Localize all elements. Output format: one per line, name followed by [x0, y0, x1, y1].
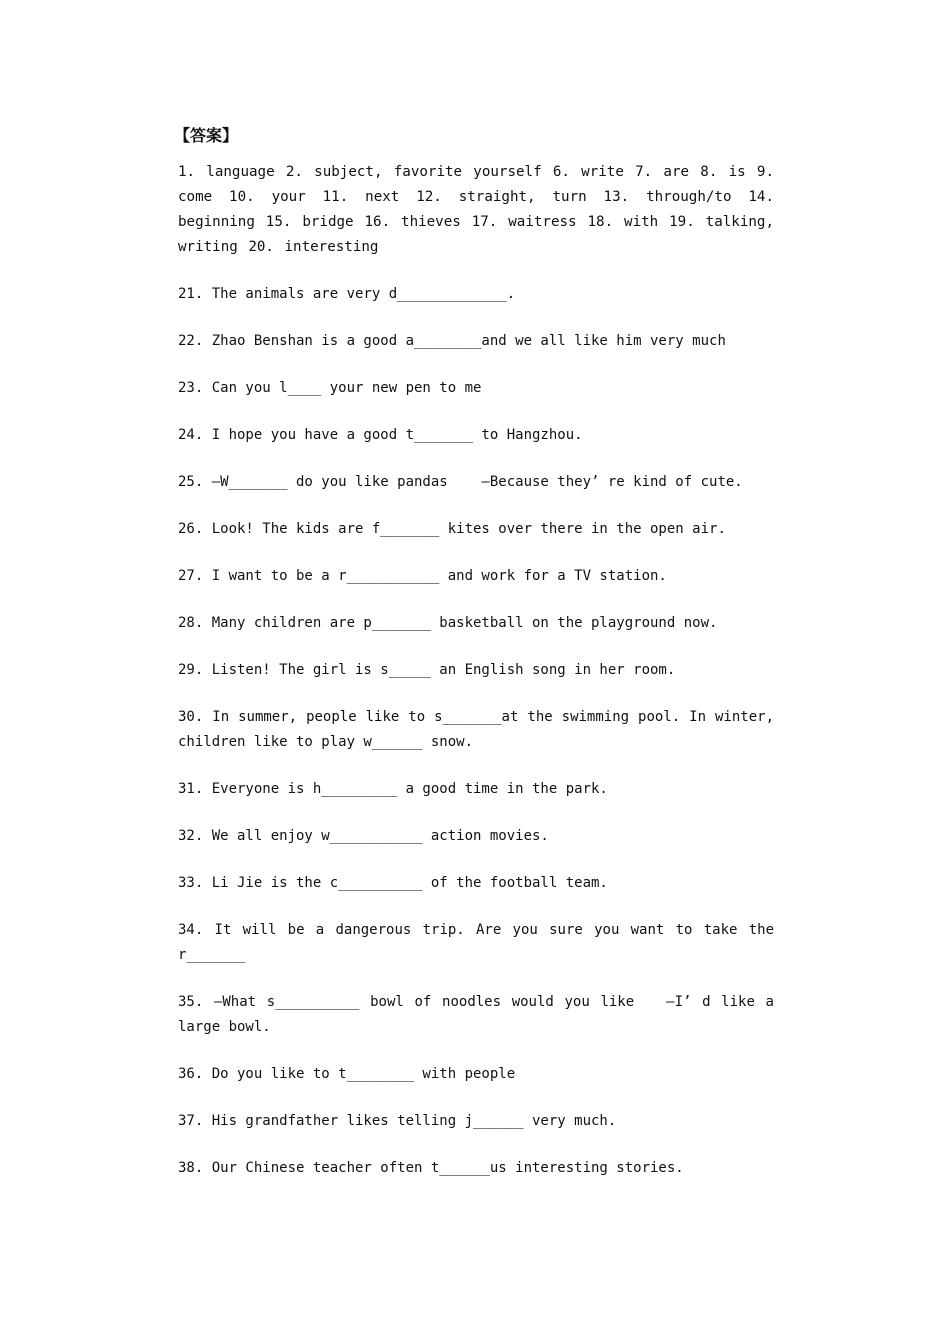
question-24: 24. I hope you have a good t_______ to Hangzhou.	[178, 427, 583, 443]
question-21: 21. The animals are very d_____________.	[178, 286, 516, 302]
question-35: 35. —What s__________ bowl of noodles would you like —I’ d like a large bowl.	[178, 994, 783, 1035]
question-38: 38. Our Chinese teacher often t______us interesting stories.	[178, 1160, 684, 1176]
question-23: 23. Can you l____ your new pen to me	[178, 380, 482, 396]
question-33: 33. Li Jie is the c__________ of the football team.	[178, 875, 608, 891]
question-22: 22. Zhao Benshan is a good a________and we all like him very much	[178, 333, 726, 349]
question-32: 32. We all enjoy w___________ action movies.	[178, 828, 549, 844]
document-page	[174, 124, 783, 1203]
question-29: 29. Listen! The girl is s_____ an English song in her room.	[178, 662, 676, 678]
question-37: 37. His grandfather likes telling j______ very much.	[178, 1113, 617, 1129]
question-27: 27. I want to be a r___________ and work for a TV station.	[178, 568, 667, 584]
question-36: 36. Do you like to t________ with people	[178, 1066, 516, 1082]
answer-heading: 【答案】	[174, 126, 239, 145]
question-26: 26. Look! The kids are f_______ kites over there in the open air.	[178, 521, 726, 537]
question-31: 31. Everyone is h_________ a good time in the park.	[178, 781, 608, 797]
answer-key-paragraph: 1. language 2. subject, favorite yourself 6. write 7. are 8. is 9. come 10. your 11. next 12. straight, turn 13. through/to 14. beginning 15. bridge 16. thieves 17. waitress 18. with 19. talking, writing 20. interesting	[178, 164, 774, 255]
question-25: 25. —W_______ do you like pandas —Because they’ re kind of cute.	[178, 474, 743, 490]
question-30: 30. In summer, people like to s_______at the swimming pool. In winter, children like to play w______ snow.	[178, 709, 783, 750]
question-34: 34. It will be a dangerous trip. Are you sure you want to take the r_______	[178, 922, 783, 963]
question-28: 28. Many children are p_______ basketball on the playground now.	[178, 615, 718, 631]
